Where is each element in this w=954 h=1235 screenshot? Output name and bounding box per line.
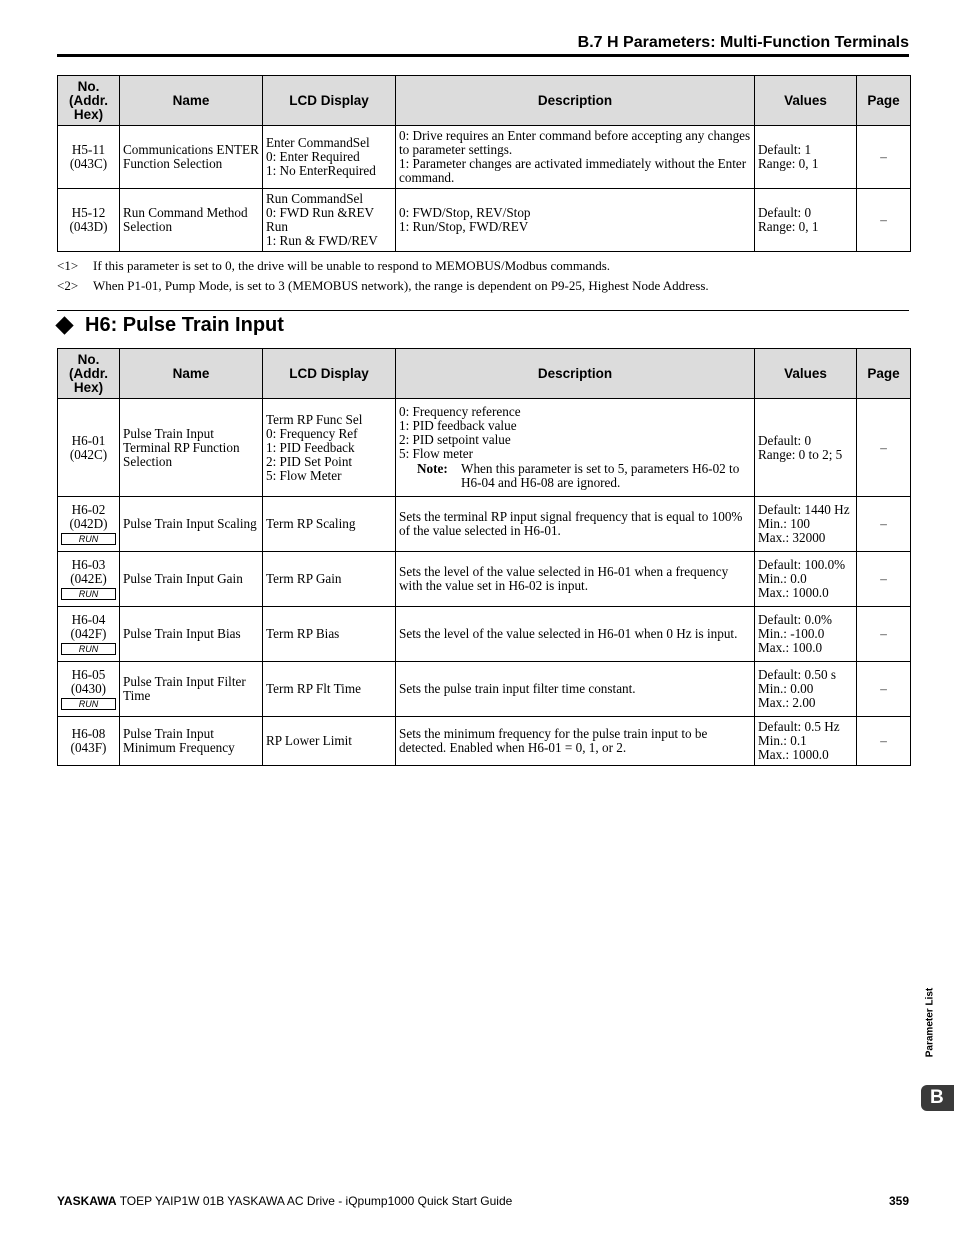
value-line: Min.: -100.0 bbox=[758, 626, 825, 641]
col-header-name: Name bbox=[120, 349, 263, 399]
page-ref: – bbox=[857, 607, 911, 662]
values-cell bbox=[755, 662, 857, 717]
value-line: Range: 0, 1 bbox=[758, 156, 819, 171]
lcd-display-cell bbox=[263, 399, 396, 497]
value-line: Max.: 1000.0 bbox=[758, 585, 829, 600]
col-header-values: Values bbox=[755, 349, 857, 399]
run-badge-wrap bbox=[61, 533, 116, 545]
page-header-title: B.7 H Parameters: Multi-Function Terminals bbox=[577, 34, 909, 51]
lcd-line: 1: Run & FWD/REV bbox=[266, 233, 378, 248]
run-badge: RUN bbox=[61, 643, 116, 655]
col-header-page: Page bbox=[857, 76, 911, 126]
param-number-cell bbox=[58, 189, 120, 252]
table-row bbox=[58, 552, 911, 607]
lcd-display: Term RP Bias bbox=[263, 607, 396, 662]
footnote bbox=[57, 258, 610, 274]
appendix-tab: B bbox=[921, 1085, 954, 1111]
table-row bbox=[58, 189, 911, 252]
value-line: Max.: 1000.0 bbox=[758, 747, 829, 762]
values-cell bbox=[755, 497, 857, 552]
value-line: Default: 0.5 Hz bbox=[758, 719, 840, 734]
run-badge-wrap bbox=[61, 643, 116, 655]
param-address: (042D) bbox=[69, 516, 108, 531]
values-cell bbox=[755, 126, 857, 189]
lcd-display-cell bbox=[263, 126, 396, 189]
param-number-cell bbox=[58, 717, 120, 766]
param-name: Pulse Train Input Terminal RP Function Selection bbox=[120, 399, 263, 497]
value-line: Range: 0 to 2; 5 bbox=[758, 446, 843, 462]
value-line: Default: 1440 Hz bbox=[758, 502, 850, 517]
col-header-name: Name bbox=[120, 76, 263, 126]
description-line: 1: PID feedback value bbox=[399, 418, 517, 433]
values-cell bbox=[755, 189, 857, 252]
description: Sets the level of the value selected in H6-01 when 0 Hz is input. bbox=[396, 607, 755, 662]
footnote-mark: <1> bbox=[57, 258, 79, 273]
description-line: 0: Frequency reference bbox=[399, 404, 521, 419]
table-row bbox=[58, 607, 911, 662]
value-line: Min.: 100 bbox=[758, 516, 811, 531]
run-badge: RUN bbox=[61, 698, 116, 710]
page-ref: – bbox=[857, 189, 911, 252]
h6-parameter-table bbox=[57, 348, 911, 766]
value-line: Max.: 2.00 bbox=[758, 695, 816, 710]
param-number: H5-12 bbox=[71, 205, 106, 220]
param-number-cell bbox=[58, 497, 120, 552]
table-header-row bbox=[58, 76, 911, 126]
value-line: Default: 1 bbox=[758, 142, 812, 157]
param-address: (042E) bbox=[70, 571, 107, 586]
param-number-cell bbox=[58, 552, 120, 607]
table-row bbox=[58, 399, 911, 497]
value-line: Default: 0.0% bbox=[758, 612, 832, 627]
header-rule bbox=[57, 54, 909, 57]
section-rule bbox=[57, 310, 909, 311]
description-line: 0: FWD/Stop, REV/Stop bbox=[399, 205, 531, 220]
note bbox=[399, 462, 751, 490]
page-ref: – bbox=[857, 552, 911, 607]
lcd-line: 2: PID Set Point bbox=[266, 453, 353, 469]
description-line: 1: Run/Stop, FWD/REV bbox=[399, 219, 529, 234]
side-label-text: Parameter List bbox=[924, 987, 936, 1058]
page-ref: – bbox=[857, 497, 911, 552]
param-address: (043F) bbox=[70, 740, 107, 755]
lcd-line: 5: Flow Meter bbox=[266, 467, 342, 483]
param-number: H6-01 bbox=[71, 432, 106, 448]
run-badge-wrap bbox=[61, 698, 116, 710]
footnote-mark: <2> bbox=[57, 278, 79, 293]
page-ref: – bbox=[857, 717, 911, 766]
description-cell bbox=[396, 189, 755, 252]
lcd-line: Term RP Func Sel bbox=[266, 411, 363, 427]
value-line: Default: 0 bbox=[758, 432, 812, 448]
col-header-description: Description bbox=[396, 76, 755, 126]
param-address: (0430) bbox=[70, 681, 107, 696]
lcd-display: Term RP Scaling bbox=[263, 497, 396, 552]
value-line: Default: 0 bbox=[758, 205, 812, 220]
lcd-line: 0: Frequency Ref bbox=[266, 425, 358, 441]
page-ref: – bbox=[857, 662, 911, 717]
description-line: 2: PID setpoint value bbox=[399, 432, 511, 447]
lcd-display: Term RP Gain bbox=[263, 552, 396, 607]
param-number: H6-05 bbox=[71, 667, 106, 682]
col-header-values: Values bbox=[755, 76, 857, 126]
lcd-line: 0: FWD Run &REV Run bbox=[266, 205, 374, 234]
description: Sets the level of the value selected in H6-01 when a frequency with the value set in H6-02 is input. bbox=[396, 552, 755, 607]
param-address: (042C) bbox=[69, 446, 108, 462]
value-line: Min.: 0.00 bbox=[758, 681, 814, 696]
table-row bbox=[58, 717, 911, 766]
footnote-text: If this parameter is set to 0, the drive will be unable to respond to MEMOBUS/Modbus commands. bbox=[93, 258, 611, 273]
param-number: H6-02 bbox=[71, 502, 106, 517]
lcd-display: RP Lower Limit bbox=[263, 717, 396, 766]
description-line: 0: Drive requires an Enter command before accepting any changes to parameter settings. bbox=[399, 128, 751, 157]
run-badge: RUN bbox=[61, 533, 116, 545]
col-header-lcd: LCD Display bbox=[263, 76, 396, 126]
param-number-cell bbox=[58, 126, 120, 189]
col-header-page: Page bbox=[857, 349, 911, 399]
col-header-description: Description bbox=[396, 349, 755, 399]
value-line: Default: 0.50 s bbox=[758, 667, 837, 682]
value-line: Min.: 0.0 bbox=[758, 571, 807, 586]
page-number: 359 bbox=[888, 1194, 909, 1208]
param-name: Pulse Train Input Scaling bbox=[120, 497, 263, 552]
value-line: Max.: 32000 bbox=[758, 530, 826, 545]
param-number-cell bbox=[58, 399, 120, 497]
param-name: Run Command Method Selection bbox=[120, 189, 263, 252]
param-name: Pulse Train Input Bias bbox=[120, 607, 263, 662]
description: Sets the terminal RP input signal frequency that is equal to 100% of the value selected in H6-01. bbox=[396, 497, 755, 552]
description-line: 1: Parameter changes are activated immediately without the Enter command. bbox=[399, 156, 747, 185]
param-name: Pulse Train Input Gain bbox=[120, 552, 263, 607]
description: Sets the minimum frequency for the pulse train input to be detected. Enabled when H6-01 = 0, 1, or 2. bbox=[396, 717, 755, 766]
lcd-line: Enter CommandSel bbox=[266, 135, 370, 150]
table-row bbox=[58, 497, 911, 552]
table-header-row bbox=[58, 349, 911, 399]
h5-parameter-table bbox=[57, 75, 911, 252]
values-cell bbox=[755, 552, 857, 607]
values-cell bbox=[755, 607, 857, 662]
col-header-no: No. (Addr. Hex) bbox=[58, 76, 120, 126]
param-number: H6-08 bbox=[71, 726, 106, 741]
side-section-label bbox=[922, 985, 938, 1065]
param-number-cell bbox=[58, 662, 120, 717]
lcd-line: Run CommandSel bbox=[266, 191, 364, 206]
section-title: H6: Pulse Train Input bbox=[85, 314, 284, 336]
page-footer bbox=[57, 1194, 512, 1208]
table-row bbox=[58, 662, 911, 717]
lcd-display: Term RP Flt Time bbox=[263, 662, 396, 717]
table-row bbox=[58, 126, 911, 189]
diamond-bullet-icon bbox=[55, 316, 73, 334]
values-cell bbox=[755, 717, 857, 766]
param-number: H5-11 bbox=[71, 142, 106, 157]
value-line: Range: 0, 1 bbox=[758, 219, 819, 234]
page-ref: – bbox=[857, 399, 911, 497]
param-address: (042F) bbox=[70, 626, 107, 641]
value-line: Min.: 0.1 bbox=[758, 733, 807, 748]
note-text: When this parameter is set to 5, parameters H6-02 to H6-04 and H6-08 are ignored. bbox=[461, 461, 740, 490]
description-cell bbox=[396, 399, 755, 497]
values-cell bbox=[755, 399, 857, 497]
run-badge: RUN bbox=[61, 588, 116, 600]
description: Sets the pulse train input filter time constant. bbox=[396, 662, 755, 717]
param-number-cell bbox=[58, 607, 120, 662]
param-name: Communications ENTER Function Selection bbox=[120, 126, 263, 189]
param-address: (043D) bbox=[69, 219, 108, 234]
footer-text: TOEP YAIP1W 01B YASKAWA AC Drive - iQpump1000 Quick Start Guide bbox=[116, 1194, 513, 1208]
lcd-line: 0: Enter Required bbox=[266, 149, 360, 164]
footnote-text: When P1-01, Pump Mode, is set to 3 (MEMOBUS network), the range is dependent on P9-25, Highest Node Address. bbox=[93, 278, 709, 293]
param-address: (043C) bbox=[69, 156, 108, 171]
col-header-no: No. (Addr. Hex) bbox=[58, 349, 120, 399]
lcd-line: 1: PID Feedback bbox=[266, 439, 355, 455]
lcd-display-cell bbox=[263, 189, 396, 252]
param-number: H6-04 bbox=[71, 612, 106, 627]
note-label: Note: bbox=[417, 461, 448, 476]
param-number: H6-03 bbox=[71, 557, 106, 572]
run-badge-wrap bbox=[61, 588, 116, 600]
footnote bbox=[57, 278, 709, 294]
description-cell bbox=[396, 126, 755, 189]
page-ref: – bbox=[857, 126, 911, 189]
value-line: Max.: 100.0 bbox=[758, 640, 823, 655]
lcd-line: 1: No EnterRequired bbox=[266, 163, 376, 178]
param-name: Pulse Train Input Filter Time bbox=[120, 662, 263, 717]
param-name: Pulse Train Input Minimum Frequency bbox=[120, 717, 263, 766]
col-header-lcd: LCD Display bbox=[263, 349, 396, 399]
description-line: 5: Flow meter bbox=[399, 446, 473, 461]
value-line: Default: 100.0% bbox=[758, 557, 846, 572]
footer-brand: YASKAWA bbox=[57, 1194, 117, 1208]
